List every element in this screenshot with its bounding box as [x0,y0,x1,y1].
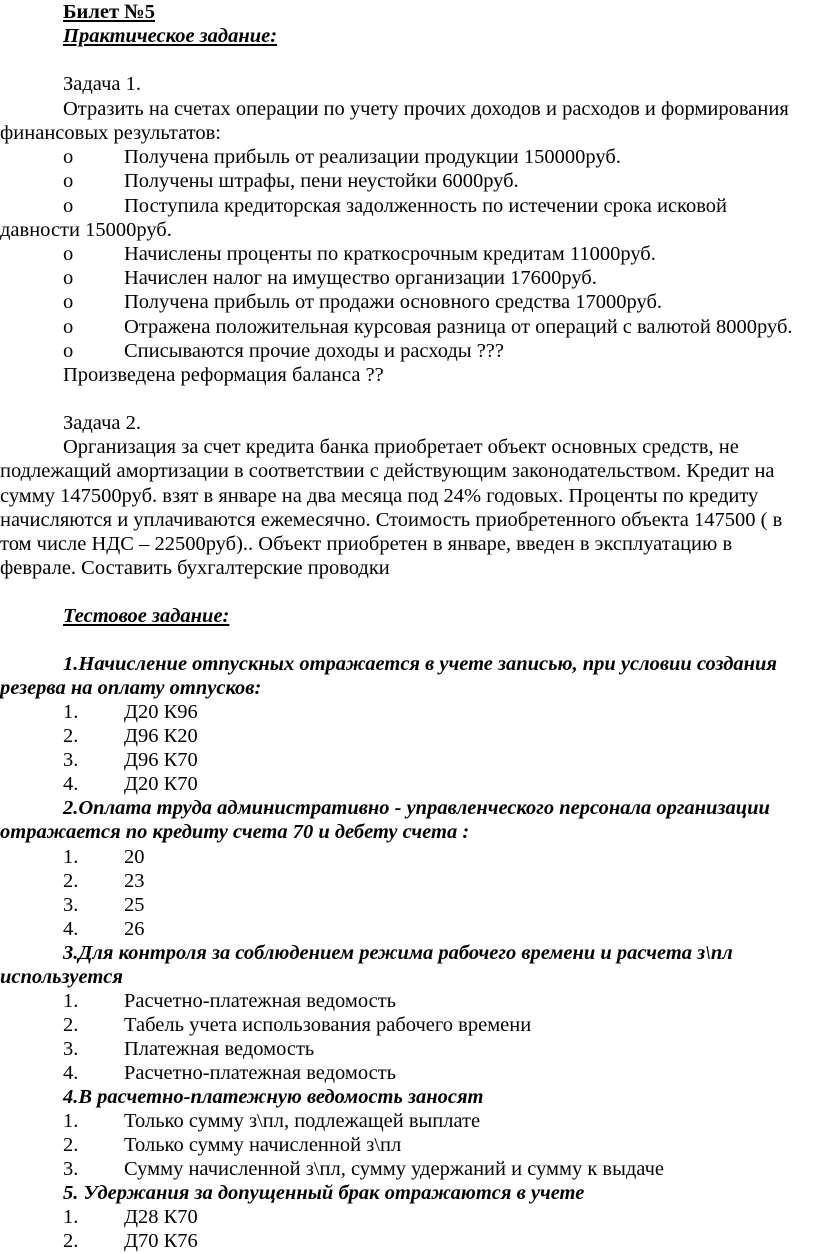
option-number: 1. [63,1110,79,1132]
option-number: 3. [63,749,79,771]
question-1-line2: резерва на оплату отпусков: [0,677,262,699]
option-text: 20 [124,846,145,868]
option-number: 2. [63,1230,79,1252]
list-item [0,169,816,193]
option-number: 3. [63,1038,79,1060]
option-text: Д20 К70 [124,773,198,795]
list-item-text: Поступила кредиторская задолженность по истечении срока исковой [124,195,727,217]
task2-text-line: начисляются и уплачиваются ежемесячно. Стоимость приобретенного объекта 147500 ( в [0,509,783,531]
bullet-marker: o [63,170,74,192]
question-3-line1: 3.Для контроля за соблюдением режима рабочего времени и расчета з\пл [63,942,733,964]
task1-title: Задача 1. [63,73,141,95]
question-1-line1: 1.Начисление отпускных отражается в учете записью, при условии создания [63,653,777,675]
task2-text-line: том числе НДС – 22500руб).. Объект приобретен в январе, введен в эксплуатацию в [0,533,733,555]
bullet-marker: o [63,243,74,265]
bullet-marker: o [63,291,74,313]
test-heading: Тестовое задание: [63,605,230,627]
option-text: Д96 К20 [124,725,198,747]
answer-option [0,893,816,917]
answer-option [0,1109,816,1133]
option-text: Расчетно-платежная ведомость [124,990,397,1012]
option-text: Только сумму начисленной з\пл [124,1134,402,1156]
option-text: Табель учета использования рабочего времени [124,1014,532,1036]
task2-title: Задача 2. [63,412,141,434]
list-item [0,290,816,314]
option-number: 1. [63,990,79,1012]
question-3-line2: используется [0,966,123,988]
list-item [0,266,816,290]
option-text: 23 [124,870,145,892]
list-item-text: Начислены проценты по краткосрочным кредитам 11000руб. [124,243,656,265]
option-number: 2. [63,1134,79,1156]
option-text: Д28 К70 [124,1206,198,1228]
list-item-text: Получена прибыль от реализации продукции 150000руб. [124,146,621,168]
practical-heading: Практическое задание: [63,25,278,47]
option-number: 2. [63,1014,79,1036]
list-item [0,194,816,218]
answer-option [0,869,816,893]
option-text: Сумму начисленной з\пл, сумму удержаний и сумму к выдаче [124,1158,664,1180]
task1-intro-line2: финансовых результатов: [0,122,221,144]
question-2-line2: отражается по кредиту счета 70 и дебету счета : [0,821,470,843]
option-number: 4. [63,773,79,795]
option-text: Д70 К76 [124,1230,198,1252]
bullet-marker: o [63,267,74,289]
answer-option [0,1061,816,1085]
list-item-continuation: давности 15000руб. [0,219,172,241]
answer-option [0,772,816,796]
option-text: 26 [124,918,145,940]
answer-option [0,1205,816,1229]
list-item-text: Получена прибыль от продажи основного средства 17000руб. [124,291,663,313]
list-item [0,242,816,266]
bullet-marker: o [63,195,74,217]
task2-text-line: подлежащий амортизации в соответствии с действующим законодательством. Кредит на [0,460,775,482]
option-text: Платежная ведомость [124,1038,315,1060]
question-5-line1: 5. Удержания за допущенный брак отражаются в учете [63,1182,585,1204]
answer-option [0,1013,816,1037]
list-item [0,315,816,339]
answer-option [0,724,816,748]
option-number: 4. [63,918,79,940]
task1-intro-line1: Отразить на счетах операции по учету прочих доходов и расходов и формирования [63,98,789,120]
option-text: Д20 К96 [124,701,198,723]
question-4-line1: 4.В расчетно-платежную ведомость заносят [63,1086,484,1108]
list-item [0,145,816,169]
task2-text-line: Организация за счет кредита банка приобретает объект основных средств, не [63,436,739,458]
list-item [0,339,816,363]
answer-option [0,989,816,1013]
answer-option [0,917,816,941]
bullet-marker: o [63,316,74,338]
task1-closing: Произведена реформация баланса ?? [63,364,384,386]
option-number: 2. [63,870,79,892]
ticket-title: Билет №5 [63,1,156,23]
answer-option [0,1133,816,1157]
option-text: 25 [124,894,145,916]
answer-option [0,1037,816,1061]
list-item-text: Отражена положительная курсовая разница от операций с валютой 8000руб. [124,316,793,338]
list-item-text: Списываются прочие доходы и расходы ??? [124,340,505,362]
option-text: Только сумму з\пл, подлежащей выплате [124,1110,481,1132]
option-number: 1. [63,701,79,723]
option-number: 1. [63,1206,79,1228]
option-text: Расчетно-платежная ведомость [124,1062,397,1084]
option-number: 4. [63,1062,79,1084]
bullet-marker: o [63,340,74,362]
question-2-line1: 2.Оплата труда административно - управленческого персонала организации [63,797,770,819]
answer-option [0,1229,816,1253]
answer-option [0,700,816,724]
option-number: 1. [63,846,79,868]
answer-option [0,1157,816,1181]
option-number: 2. [63,725,79,747]
answer-option [0,845,816,869]
task2-text-line: сумму 147500руб. взят в январе на два месяца под 24% годовых. Проценты по кредиту [0,485,759,507]
list-item-text: Начислен налог на имущество организации 17600руб. [124,267,597,289]
option-text: Д96 К70 [124,749,198,771]
answer-option [0,748,816,772]
option-number: 3. [63,1158,79,1180]
bullet-marker: o [63,146,74,168]
list-item-text: Получены штрафы, пени неустойки 6000руб. [124,170,519,192]
task2-text-line: феврале. Составить бухгалтерские проводки [0,557,390,579]
option-number: 3. [63,894,79,916]
